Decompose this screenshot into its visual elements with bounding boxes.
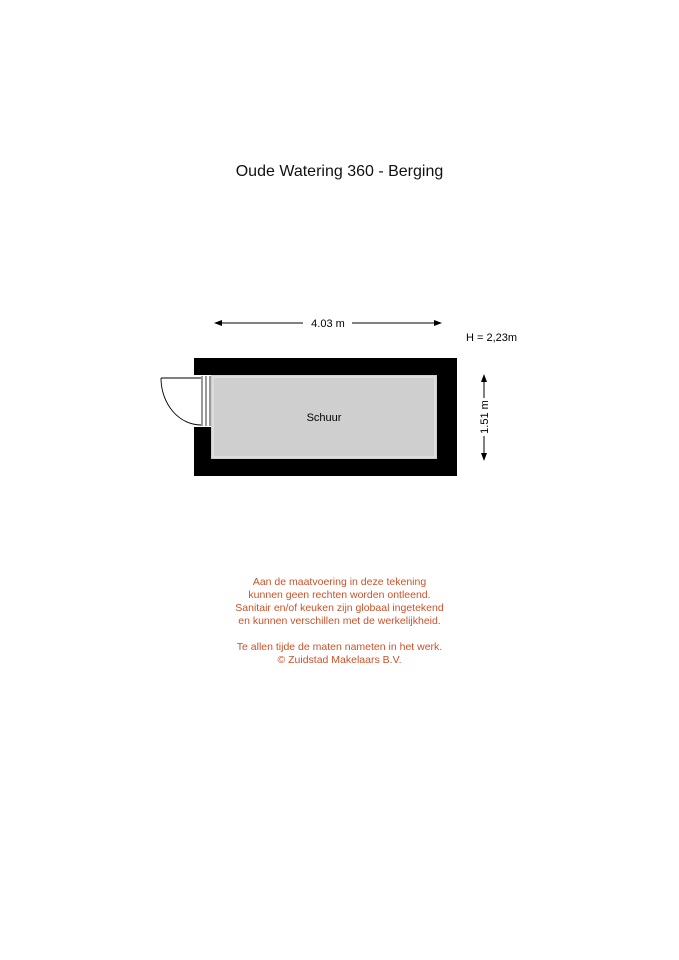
disclaimer-line: Sanitair en/of keuken zijn globaal ingetekend <box>235 602 444 614</box>
room-label: Schuur <box>306 412 342 424</box>
disclaimer-spacer <box>0 628 679 641</box>
width-label: 4.03 m <box>311 318 345 330</box>
disclaimer-line: Te allen tijde de maten nameten in het werk. <box>236 641 443 653</box>
depth-label: 1.51 m <box>479 400 491 434</box>
copyright-line: © Zuidstad Makelaars B.V. <box>277 654 402 666</box>
disclaimer-line: Aan de maatvoering in deze tekening <box>252 576 427 588</box>
disclaimer-line: en kunnen verschillen met de werkelijkheid. <box>238 615 441 627</box>
disclaimer-line: kunnen geen rechten worden ontleend. <box>248 589 431 601</box>
page-title: Oude Watering 360 - Berging <box>235 163 444 180</box>
depth-dimension <box>479 374 491 461</box>
height-label: H = 2,23m <box>466 332 518 344</box>
door <box>161 375 211 427</box>
width-dimension <box>214 318 442 330</box>
disclaimer <box>0 576 679 667</box>
